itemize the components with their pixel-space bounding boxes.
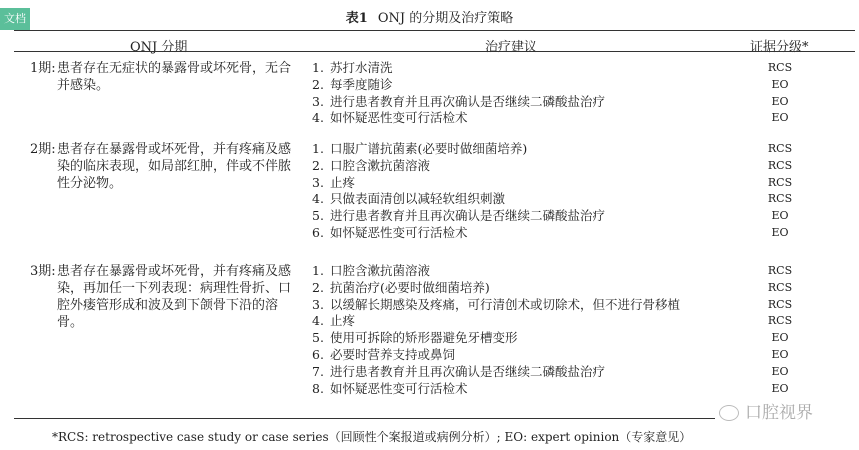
- treatment-item: 7. 进行患者教育并且再次确认是否继续二磷酸盐治疗: [312, 363, 606, 379]
- treatment-item: 3. 止疼: [312, 174, 356, 190]
- evidence-level: RCS: [767, 314, 793, 328]
- evidence-level: EO: [771, 347, 789, 361]
- evidence-level: EO: [771, 209, 789, 223]
- table-number: 表1: [345, 11, 368, 26]
- evidence-list: [750, 141, 810, 242]
- evidence-level: EO: [771, 331, 789, 345]
- stage-number: 2期:: [30, 142, 56, 157]
- stage-description: 患者存在暴露骨或坏死骨，并有疼痛及感染的临床表现，如局部红肿，伴或不伴脓性分泌物。: [57, 142, 292, 191]
- evidence-level: EO: [771, 77, 789, 91]
- header-stage: ONJ 分期: [130, 40, 188, 55]
- evidence-level: RCS: [767, 297, 793, 311]
- treatment-item: 4. 止疼: [312, 313, 356, 329]
- treatment-item: 6. 必要时营养支持或鼻饲: [312, 346, 456, 362]
- document-tab[interactable]: 文档: [0, 8, 30, 30]
- footnote: *RCS: retrospective case study or case series（回顾性个案报道或病例分析）; EO: expert opinion（专家意见）: [52, 430, 692, 444]
- evidence-level: RCS: [767, 158, 793, 172]
- treatment-list: [312, 141, 605, 242]
- stage-number: 3期:: [30, 264, 56, 279]
- stage-cell: [30, 263, 295, 331]
- stage-cell: [30, 141, 295, 192]
- treatment-list: [312, 60, 605, 127]
- treatment-item: 1. 苏打水清洗: [312, 60, 393, 75]
- treatment-item: 8. 如怀疑恶性变可行活检术: [312, 380, 468, 396]
- treatment-item: 2. 口腔含漱抗菌溶液: [312, 157, 431, 173]
- treatment-item: 6. 如怀疑恶性变可行活检术: [312, 224, 468, 240]
- evidence-level: EO: [771, 381, 789, 395]
- evidence-list: [750, 263, 810, 397]
- evidence-level: RCS: [767, 142, 793, 155]
- stage-description: 患者存在暴露骨或坏死骨，并有疼痛及感染，再加任一下列表现：病理性骨折、口腔外瘘管形成和波及到下颌骨下沿的溶骨。: [57, 264, 292, 330]
- header-evidence: 证据分级*: [750, 40, 809, 55]
- evidence-level: RCS: [767, 175, 793, 189]
- treatment-item: 4. 如怀疑恶性变可行活检术: [312, 110, 468, 126]
- stage-cell: [30, 60, 295, 94]
- treatment-item: 4. 只做表面清创以减轻软组织刺激: [312, 191, 506, 207]
- treatment-item: 2. 抗菌治疗(必要时做细菌培养): [312, 279, 490, 295]
- evidence-level: EO: [771, 225, 789, 239]
- top-rule: [14, 30, 855, 31]
- header-treatment: 治疗建议: [485, 40, 538, 55]
- treatment-item: 3. 进行患者教育并且再次确认是否继续二磷酸盐治疗: [312, 93, 606, 109]
- header-rule: [14, 51, 855, 52]
- treatment-item: 1. 口服广谱抗菌素(必要时做细菌培养): [312, 141, 528, 156]
- evidence-level: EO: [771, 94, 789, 108]
- wechat-icon: [719, 405, 739, 421]
- stage-number: 1期:: [30, 61, 56, 76]
- treatment-item: 5. 进行患者教育并且再次确认是否继续二磷酸盐治疗: [312, 208, 606, 224]
- treatment-item: 2. 每季度随诊: [312, 76, 393, 92]
- evidence-list: [750, 60, 810, 127]
- evidence-level: EO: [771, 111, 789, 125]
- evidence-level: RCS: [767, 264, 793, 277]
- treatment-list: [312, 263, 680, 397]
- treatment-item: 3. 以缓解长期感染及疼痛，可行清创术或切除术，但不进行骨移植: [312, 296, 681, 312]
- evidence-level: EO: [771, 364, 789, 378]
- evidence-level: RCS: [767, 192, 793, 206]
- treatment-item: 5. 使用可拆除的矫形器避免牙槽变形: [312, 330, 518, 346]
- table-title: [0, 7, 859, 26]
- stage-description: 患者存在无症状的暴露骨或坏死骨，无合并感染。: [57, 61, 292, 93]
- bottom-rule: [14, 418, 799, 419]
- treatment-item: 1. 口腔含漱抗菌溶液: [312, 263, 431, 278]
- evidence-level: RCS: [767, 61, 793, 74]
- watermark: 口腔视界: [715, 398, 817, 423]
- table-title-text: ONJ 的分期及治疗策略: [377, 11, 514, 26]
- evidence-level: RCS: [767, 280, 793, 294]
